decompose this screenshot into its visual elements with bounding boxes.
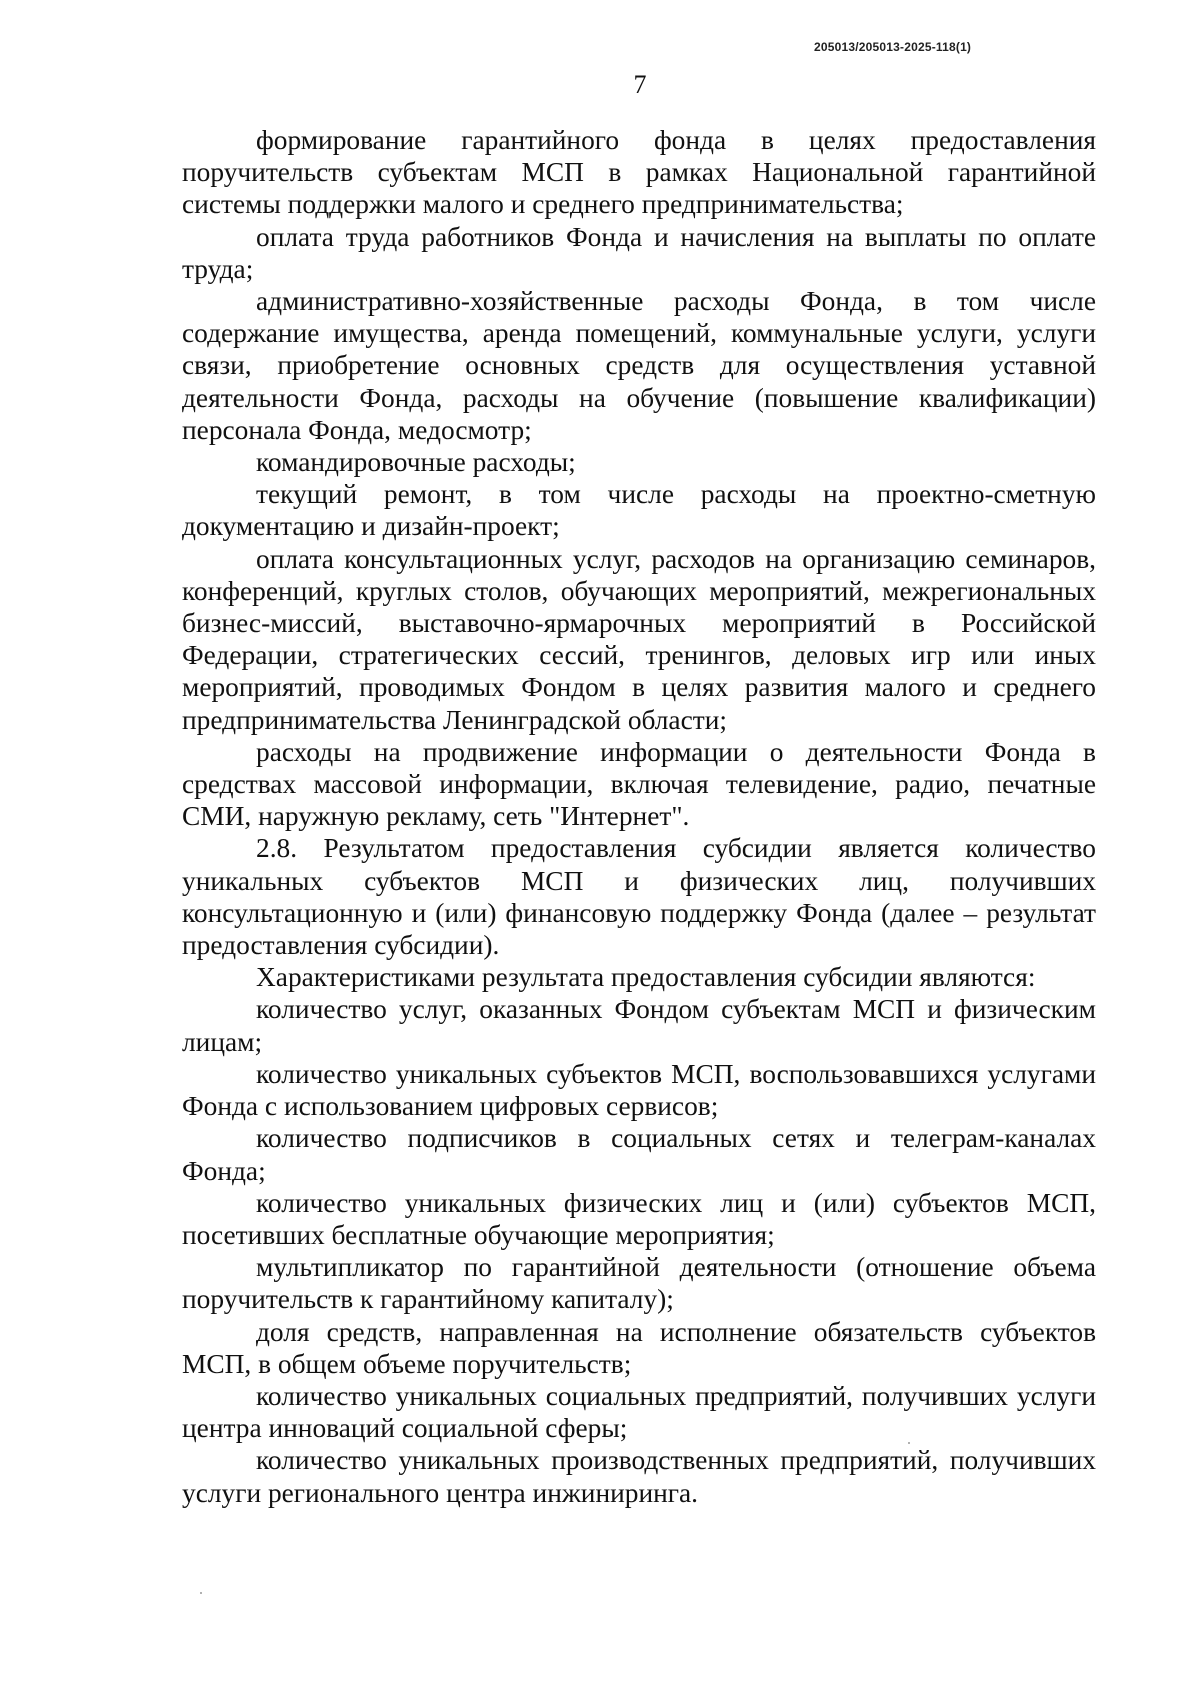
document-id: 205013/205013-2025-118(1) — [814, 40, 972, 54]
scan-speck — [908, 1442, 910, 1444]
paragraph-travel-expenses: командировочные расходы; — [256, 447, 576, 478]
document-body — [182, 124, 1096, 1509]
paragraph-media-promotion: расходы на продвижение информации о деятельности Фонда в средствах массовой информации, включая телевидение, радио, печатные СМИ, наружную рекламу, сеть "Интернет". — [182, 736, 1096, 832]
paragraph-consulting-services: оплата консультационных услуг, расходов на организацию семинаров, конференций, круглых столов, обучающих мероприятий, межрегиональных бизнес-миссий, выставочно-ярмарочных мероприятий в Российской Федерации, стратегических сессий, тренингов, деловых игр или иных мероприятий, проводимых Фондом в целях развития малого и среднего предпринимательства Ленинградской области; — [182, 543, 1096, 735]
paragraph-production-enterprises: количество уникальных производственных предприятий, получивших услуги регионального центра инжиниринга. — [182, 1445, 1096, 1508]
paragraph-guarantee-multiplier: мультипликатор по гарантийной деятельности (отношение объема поручительств к гарантийному капиталу); — [182, 1252, 1096, 1315]
paragraph-digital-services: количество уникальных субъектов МСП, воспользовавшихся услугами Фонда с использованием цифровых сервисов; — [182, 1058, 1096, 1122]
page-number: 7 — [633, 70, 647, 99]
paragraph-subscribers: количество подписчиков в социальных сетях и телеграм-каналах Фонда; — [182, 1123, 1096, 1186]
paragraph-labor-payment: оплата труда работников Фонда и начисления на выплаты по оплате труда; — [182, 221, 1096, 284]
paragraph-result-characteristics: Характеристиками результата предоставления субсидии являются: — [256, 962, 1036, 993]
paragraph-social-enterprises: количество уникальных социальных предприятий, получивших услуги центра инноваций социальной сферы; — [182, 1380, 1096, 1444]
paragraph-guarantee-fund: формирование гарантийного фонда в целях предоставления поручительств субъектам МСП в рамках Национальной гарантийной системы поддержки малого и среднего предпринимательства; — [182, 125, 1096, 220]
paragraph-services-count: количество услуг, оказанных Фондом субъектам МСП и физическим лицам; — [182, 994, 1096, 1057]
paragraph-administrative-expenses: административно-хозяйственные расходы Фонда, в том числе содержание имущества, аренда помещений, коммунальные услуги, услуги связи, приобретение основных средств для осуществления уставной деятельности Фонда, расходы на обучение (повышение квалификации) персонала Фонда, медосмотр; — [182, 286, 1096, 445]
scan-speck — [200, 1592, 202, 1594]
paragraph-current-repair: текущий ремонт, в том числе расходы на проектно-сметную документацию и дизайн-проект; — [182, 479, 1096, 542]
paragraph-obligations-share: доля средств, направленная на исполнение обязательств субъектов МСП, в общем объеме поручительств; — [182, 1316, 1096, 1379]
paragraph-free-training: количество уникальных физических лиц и (или) субъектов МСП, посетивших бесплатные обучающие мероприятия; — [182, 1187, 1096, 1250]
paragraph-subsidy-result: 2.8. Результатом предоставления субсидии является количество уникальных субъектов МСП и физических лиц, получивших консультационную и (или) финансовую поддержку Фонда (далее – результат предоставления субсидии). — [182, 833, 1096, 961]
